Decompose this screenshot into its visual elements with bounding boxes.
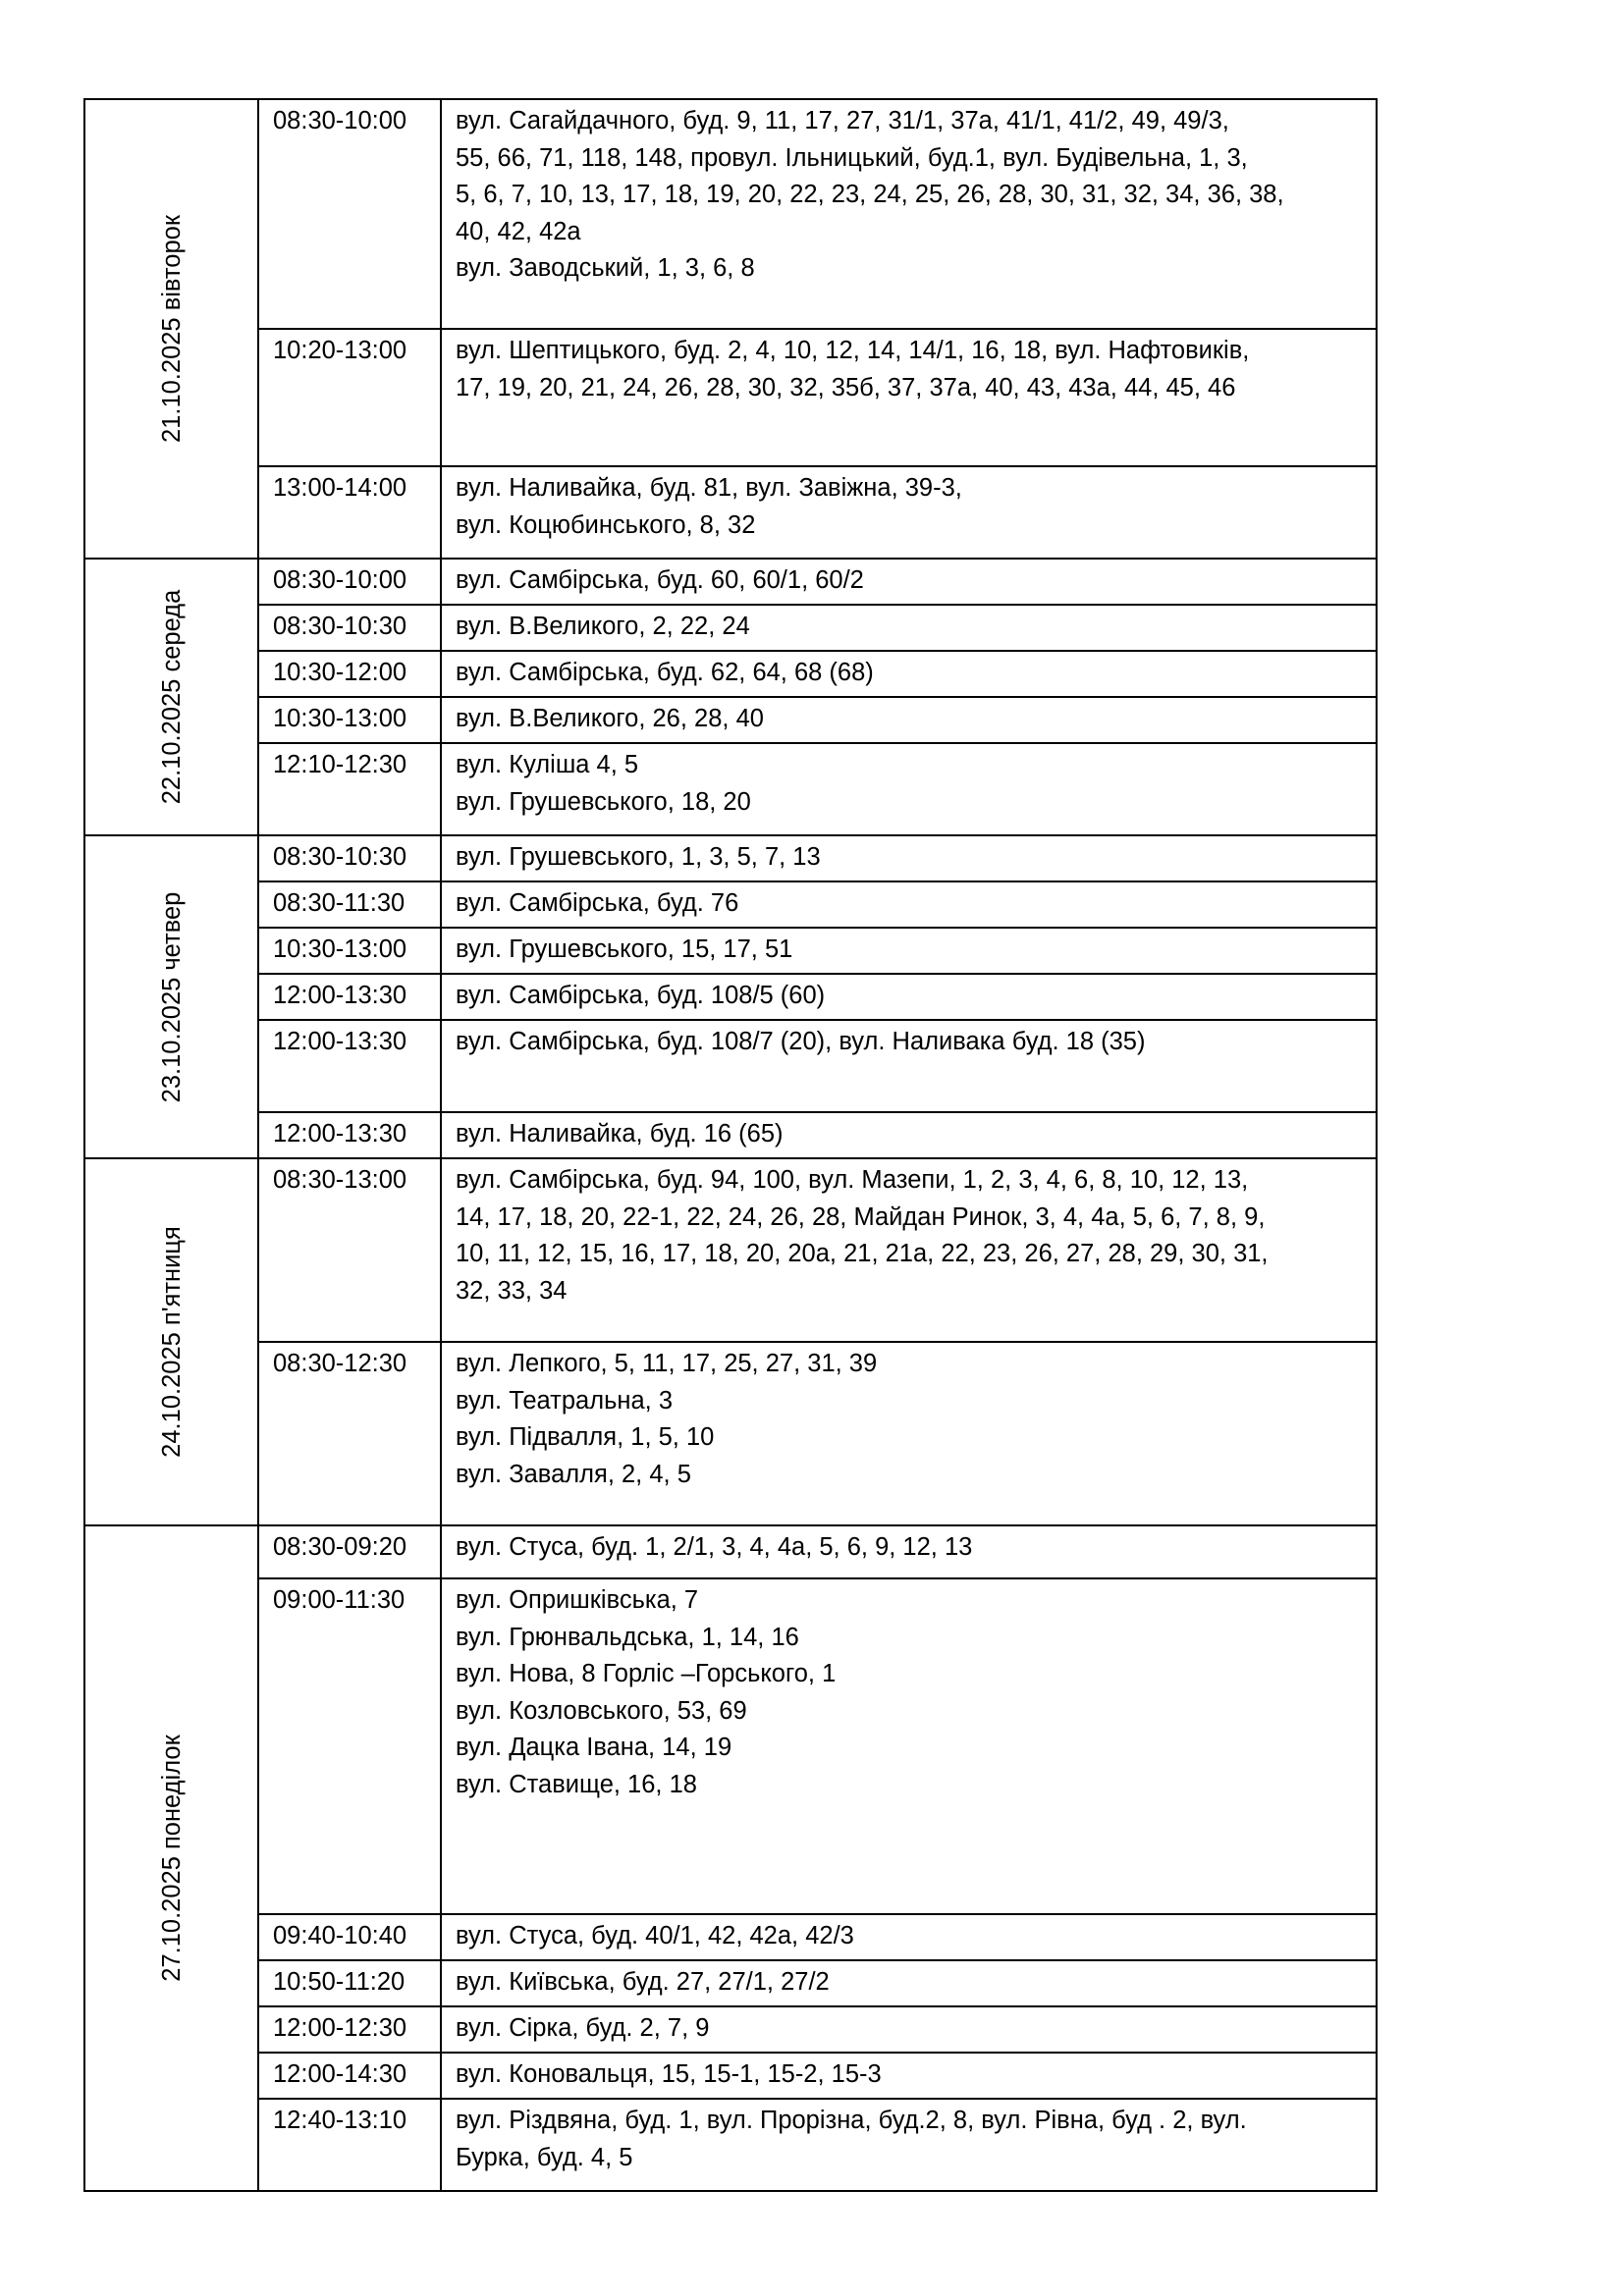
address-line: вул. Нова, 8 Горліс –Горського, 1 [456, 1660, 837, 1687]
table-row [84, 651, 1377, 697]
day-label: 24.10.2025 п'ятниця [157, 1226, 186, 1458]
address-line: вул. Козловського, 53, 69 [456, 1696, 747, 1725]
table-row [84, 835, 1377, 881]
time-cell: 10:30-12:00 [258, 651, 441, 697]
address-line: вул. Грушевського, 1, 3, 5, 7, 13 [456, 843, 821, 871]
address-line: 10, 11, 12, 15, 16, 17, 18, 20, 20а, 21, 21а, 22, 23, 26, 27, 28, 29, 30, 31, [456, 1240, 1269, 1267]
table-row [84, 466, 1377, 559]
address-cell [441, 1020, 1377, 1112]
address-line: вул. Куліша 4, 5 [456, 751, 639, 778]
address-line: 14, 17, 18, 20, 22-1, 22, 24, 26, 28, Майдан Ринок, 3, 4, 4а, 5, 6, 7, 8, 9, [456, 1202, 1266, 1231]
address-line: вул. Дацка Івана, 14, 19 [456, 1734, 732, 1761]
time-cell: 08:30-12:30 [258, 1342, 441, 1525]
address-cell [441, 974, 1377, 1020]
address-line: 55, 66, 71, 118, 148, провул. Ільницький, буд.1, вул. Будівельна, 1, 3, [456, 143, 1248, 172]
time-cell: 08:30-10:00 [258, 99, 441, 329]
address-line: Бурка, буд. 4, 5 [456, 2143, 633, 2171]
address-line: вул. В.Великого, 26, 28, 40 [456, 705, 764, 732]
address-cell [441, 2053, 1377, 2099]
address-line: вул. В.Великого, 2, 22, 24 [456, 613, 750, 640]
time-cell: 08:30-10:00 [258, 559, 441, 605]
address-line: вул. Самбірська, буд. 94, 100, вул. Мазепи, 1, 2, 3, 4, 6, 8, 10, 12, 13, [456, 1166, 1249, 1194]
time-cell: 10:50-11:20 [258, 1960, 441, 2006]
address-line: вул. Заводський, 1, 3, 6, 8 [456, 254, 755, 282]
table-row [84, 1914, 1377, 1960]
address-line: вул. Наливайка, буд. 81, вул. Завіжна, 39-3, [456, 474, 962, 502]
address-line: вул. Коцюбинського, 8, 32 [456, 510, 756, 539]
day-label: 27.10.2025 понеділок [157, 1735, 186, 1982]
time-cell: 08:30-11:30 [258, 881, 441, 928]
address-line: вул. Стуса, буд. 40/1, 42, 42а, 42/3 [456, 1922, 854, 1949]
day-label: 21.10.2025 вівторок [157, 214, 186, 444]
table-row [84, 743, 1377, 835]
address-line: вул. Грушевського, 18, 20 [456, 787, 751, 816]
time-cell: 12:00-13:30 [258, 974, 441, 1020]
table-row [84, 2099, 1377, 2191]
address-line: вул. Лепкого, 5, 11, 17, 25, 27, 31, 39 [456, 1350, 878, 1377]
time-cell: 12:00-13:30 [258, 1112, 441, 1158]
address-cell [441, 1578, 1377, 1914]
address-line: вул. Самбірська, буд. 108/5 (60) [456, 982, 826, 1009]
table-row [84, 605, 1377, 651]
address-line: вул. Наливайка, буд. 16 (65) [456, 1120, 784, 1148]
outage-schedule-table [83, 98, 1378, 2192]
address-cell [441, 2006, 1377, 2053]
address-line: вул. Грюнвальдська, 1, 14, 16 [456, 1623, 799, 1651]
time-cell: 10:30-13:00 [258, 928, 441, 974]
address-cell [441, 1158, 1377, 1342]
time-cell: 08:30-10:30 [258, 605, 441, 651]
address-cell [441, 1112, 1377, 1158]
time-cell: 12:40-13:10 [258, 2099, 441, 2191]
day-label: 22.10.2025 середа [157, 589, 186, 805]
address-line: вул. Самбірська, буд. 76 [456, 889, 739, 917]
address-cell [441, 881, 1377, 928]
time-cell: 12:00-13:30 [258, 1020, 441, 1112]
address-cell [441, 835, 1377, 881]
table-row [84, 697, 1377, 743]
day-cell [84, 559, 258, 835]
address-cell [441, 2099, 1377, 2191]
table-row [84, 559, 1377, 605]
table-row [84, 1960, 1377, 2006]
address-cell [441, 329, 1377, 466]
address-line: 5, 6, 7, 10, 13, 17, 18, 19, 20, 22, 23, 24, 25, 26, 28, 30, 31, 32, 34, 36, 38, [456, 181, 1284, 208]
table-row [84, 329, 1377, 466]
address-cell [441, 1960, 1377, 2006]
address-cell [441, 1342, 1377, 1525]
address-line: вул. Самбірська, буд. 62, 64, 68 (68) [456, 659, 874, 686]
address-cell [441, 743, 1377, 835]
table-row [84, 1525, 1377, 1578]
address-cell [441, 466, 1377, 559]
time-cell: 12:00-12:30 [258, 2006, 441, 2053]
address-line: 17, 19, 20, 21, 24, 26, 28, 30, 32, 35б, 37, 37а, 40, 43, 43а, 44, 45, 46 [456, 373, 1236, 401]
address-line: вул. Стуса, буд. 1, 2/1, 3, 4, 4а, 5, 6, 9, 12, 13 [456, 1533, 973, 1561]
time-cell: 09:40-10:40 [258, 1914, 441, 1960]
address-cell [441, 605, 1377, 651]
address-line: вул. Шептицького, буд. 2, 4, 10, 12, 14, 14/1, 16, 18, вул. Нафтовиків, [456, 337, 1250, 364]
address-cell [441, 1525, 1377, 1578]
time-cell: 08:30-10:30 [258, 835, 441, 881]
table-row [84, 1578, 1377, 1914]
address-cell [441, 1914, 1377, 1960]
day-cell [84, 835, 258, 1158]
address-cell [441, 559, 1377, 605]
table-row [84, 1158, 1377, 1342]
address-line: вул. Грушевського, 15, 17, 51 [456, 935, 793, 963]
address-cell [441, 697, 1377, 743]
time-cell: 13:00-14:00 [258, 466, 441, 559]
address-line: вул. Коновальця, 15, 15-1, 15-2, 15-3 [456, 2060, 882, 2088]
address-line: вул. Опришківська, 7 [456, 1586, 699, 1614]
time-cell: 10:30-13:00 [258, 697, 441, 743]
time-cell: 12:10-12:30 [258, 743, 441, 835]
table-row [84, 881, 1377, 928]
table-row [84, 99, 1377, 329]
table-row [84, 1112, 1377, 1158]
address-line: вул. Підвалля, 1, 5, 10 [456, 1423, 715, 1451]
table-row [84, 1342, 1377, 1525]
day-cell [84, 99, 258, 559]
address-line: вул. Різдвяна, буд. 1, вул. Прорізна, буд.2, 8, вул. Рівна, буд . 2, вул. [456, 2107, 1247, 2134]
time-cell: 08:30-09:20 [258, 1525, 441, 1578]
address-line: вул. Самбірська, буд. 60, 60/1, 60/2 [456, 566, 864, 594]
day-label: 23.10.2025 четвер [157, 891, 186, 1102]
address-line: вул. Сірка, буд. 2, 7, 9 [456, 2014, 710, 2042]
table-row [84, 974, 1377, 1020]
time-cell: 10:20-13:00 [258, 329, 441, 466]
address-cell [441, 651, 1377, 697]
table-row [84, 2053, 1377, 2099]
day-cell [84, 1158, 258, 1525]
time-cell: 09:00-11:30 [258, 1578, 441, 1914]
address-line: вул. Самбірська, буд. 108/7 (20), вул. Наливака буд. 18 (35) [456, 1028, 1146, 1055]
address-cell [441, 99, 1377, 329]
address-line: вул. Театральна, 3 [456, 1386, 673, 1415]
address-line: вул. Сагайдачного, буд. 9, 11, 17, 27, 31/1, 37а, 41/1, 41/2, 49, 49/3, [456, 107, 1229, 134]
address-line: 32, 33, 34 [456, 1276, 568, 1305]
time-cell: 08:30-13:00 [258, 1158, 441, 1342]
table-row [84, 1020, 1377, 1112]
table-row [84, 2006, 1377, 2053]
time-cell: 12:00-14:30 [258, 2053, 441, 2099]
address-line: вул. Київська, буд. 27, 27/1, 27/2 [456, 1968, 830, 1996]
address-cell [441, 928, 1377, 974]
table-row [84, 928, 1377, 974]
day-cell [84, 1525, 258, 2191]
address-line: 40, 42, 42а [456, 217, 581, 245]
address-line: вул. Завалля, 2, 4, 5 [456, 1460, 691, 1488]
address-line: вул. Ставище, 16, 18 [456, 1770, 697, 1798]
